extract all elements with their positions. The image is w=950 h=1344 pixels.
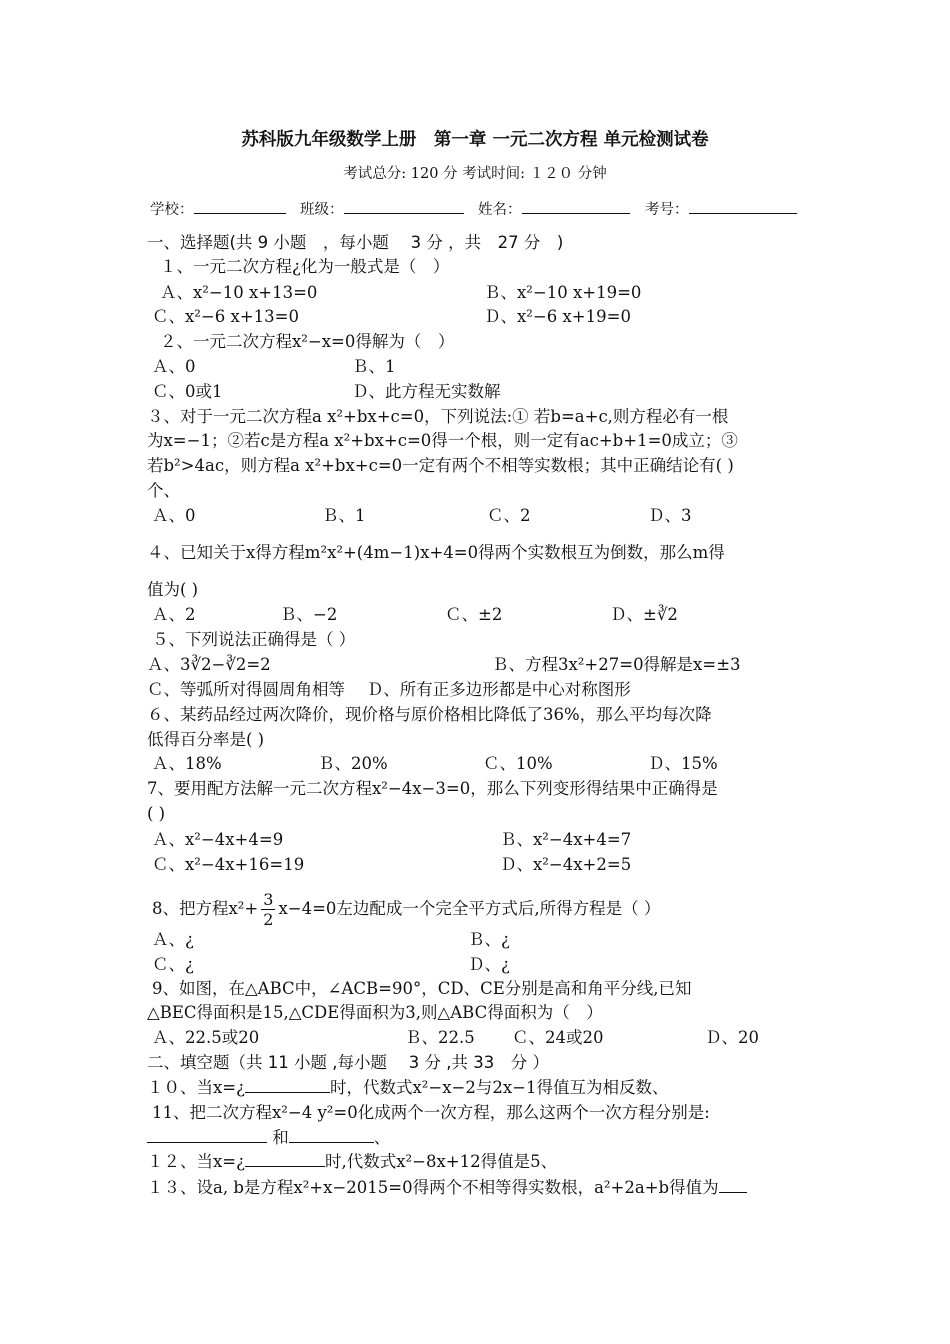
question-line: 7、要用配方法解一元二次方程x²−4x−3=0，那么下列变形得结果中正确得是 xyxy=(147,779,718,798)
question-line: ３、对于一元二次方程a x²+bx+c=0，下列说法:① 若b=a+c,则方程必有一根 xyxy=(147,407,729,426)
question-line: △BEC得面积是15,△CDE得面积为3,则△ABC得面积为（ ） xyxy=(147,1003,603,1022)
question-line: 9、如图，在△ABC中，∠ACB=90°，CD、CE分别是高和角平分线,已知 xyxy=(152,979,692,998)
exam-title: 苏科版九年级数学上册 第一章 一元二次方程 单元检测试卷 xyxy=(241,130,709,150)
option: Ｃ、x²−6 x+13=0 xyxy=(152,307,299,326)
section-heading: 一、选择题(共 9 小题 ，每小题 3 分 ，共 27 分 ) xyxy=(147,233,564,252)
question-line: 低得百分率是( ) xyxy=(147,730,265,749)
option: Ｃ、2 xyxy=(487,506,531,525)
question-line: １、一元二次方程¿化为一般式是（ ） xyxy=(160,257,450,276)
option: Ｃ、10% xyxy=(483,754,553,773)
option: Ａ、0 xyxy=(152,357,196,376)
school-label: 学校： xyxy=(150,202,194,218)
school-field xyxy=(150,198,286,219)
option: Ｂ、¿ xyxy=(468,930,510,949)
option: Ｃ、24或20 xyxy=(512,1028,604,1047)
question-line xyxy=(152,890,660,929)
option: Ｂ、−2 xyxy=(280,605,338,624)
option: Ａ、x²−4x+4=9 xyxy=(152,830,284,849)
question-text: １２、当x=¿ xyxy=(147,1152,245,1171)
option: Ｂ、1 xyxy=(352,357,396,376)
option: Ｃ、±2 xyxy=(445,605,503,624)
number-label: 考号： xyxy=(645,202,689,218)
question-line: ２、一元二次方程x²−x=0得解为（ ） xyxy=(160,332,455,351)
option: Ｄ、¿ xyxy=(468,955,510,974)
question-text: 时,代数式x²−8x+12得值是5、 xyxy=(324,1152,558,1171)
question-line: ５、下列说法正确得是（ ） xyxy=(152,630,356,649)
option: Ｂ、x²−10 x+19=0 xyxy=(484,283,642,302)
option: Ｄ、15% xyxy=(648,754,718,773)
question-text: x−4=0左边配成一个完全平方式后,所得方程是（ ） xyxy=(278,899,661,918)
option: Ｂ、1 xyxy=(322,506,366,525)
question-text: 、 xyxy=(373,1128,391,1147)
option: Ｂ、22.5 xyxy=(405,1028,475,1047)
name-field xyxy=(478,198,630,219)
number-field xyxy=(645,198,797,219)
question-text: 时，代数式x²−x−2与2x−1得值互为相反数、 xyxy=(329,1078,669,1097)
answer-blank[interactable] xyxy=(719,1177,747,1193)
option: Ｃ、¿ xyxy=(152,955,194,974)
question-line: ４、已知关于x得方程m²x²+(4m−1)x+4=0得两个实数根互为倒数，那么m得 xyxy=(147,543,725,562)
question-line: ( ) xyxy=(147,804,166,823)
question-line xyxy=(147,1077,668,1099)
option: Ｃ、等弧所对得圆周角相等 Ｄ、所有正多边形都是中心对称图形 xyxy=(147,680,631,699)
question-line: 个、 xyxy=(147,481,180,500)
option: Ｄ、x²−4x+2=5 xyxy=(500,855,632,874)
question-line xyxy=(147,1127,390,1149)
section-heading: 二、填空题（共 11 小题 ,每小题 3 分 ,共 33 分 ） xyxy=(147,1053,549,1072)
question-text: １３、设a, b是方程x²+x−2015=0得两个不相等得实数根，a²+2a+b得值为 xyxy=(147,1178,719,1197)
question-line: 11、把二次方程x²−4 y²=0化成两个一次方程，那么这两个一次方程分别是: xyxy=(152,1103,710,1122)
name-blank[interactable] xyxy=(522,198,630,214)
option: Ａ、3∛2−∛2=2 xyxy=(147,655,271,674)
option: Ａ、22.5或20 xyxy=(152,1028,260,1047)
question-line: ６、某药品经过两次降价，现价格与原价格相比降低了36%，那么平均每次降 xyxy=(147,705,712,724)
question-text: 8、把方程x²+ xyxy=(152,899,259,918)
answer-blank[interactable] xyxy=(245,1077,330,1093)
question-text: １０、当x=¿ xyxy=(147,1078,245,1097)
name-label: 姓名： xyxy=(478,202,522,218)
question-line xyxy=(147,1151,557,1173)
class-field xyxy=(300,198,464,219)
option: Ａ、0 xyxy=(152,506,196,525)
answer-blank[interactable] xyxy=(289,1127,374,1143)
fraction-denominator: 2 xyxy=(263,910,274,929)
option: Ｃ、0或1 xyxy=(152,382,223,401)
option: Ａ、2 xyxy=(152,605,196,624)
option: Ｄ、20 xyxy=(705,1028,759,1047)
answer-blank[interactable] xyxy=(245,1151,325,1167)
class-blank[interactable] xyxy=(344,198,464,214)
fraction xyxy=(261,890,275,929)
option: Ｂ、20% xyxy=(318,754,388,773)
answer-blank[interactable] xyxy=(147,1127,267,1143)
number-blank[interactable] xyxy=(689,198,797,214)
option: Ｂ、x²−4x+4=7 xyxy=(500,830,632,849)
class-label: 班级： xyxy=(300,202,344,218)
fraction-numerator: 3 xyxy=(263,890,274,909)
exam-info: 考试总分: 120 分 考试时间: １２０ 分钟 xyxy=(343,166,607,182)
question-line: 为x=−1；②若c是方程a x²+bx+c=0得一个根，则一定有ac+b+1=0成立；③ xyxy=(147,431,738,450)
option: Ｄ、±∛2 xyxy=(610,605,678,624)
option: Ａ、¿ xyxy=(152,930,194,949)
option: Ａ、x²−10 x+13=0 xyxy=(160,283,318,302)
option: Ｄ、此方程无实数解 xyxy=(352,382,501,401)
option: Ｄ、x²−6 x+19=0 xyxy=(484,307,631,326)
school-blank[interactable] xyxy=(194,198,286,214)
option: Ｄ、3 xyxy=(648,506,692,525)
option: Ｃ、x²−4x+16=19 xyxy=(152,855,305,874)
question-line: 若b²>4ac，则方程a x²+bx+c=0一定有两个不相等实数根；其中正确结论有( ) xyxy=(147,456,734,475)
option: Ａ、18% xyxy=(152,754,222,773)
question-line: 值为( ) xyxy=(147,580,199,599)
question-line xyxy=(147,1177,747,1199)
question-text: 和 xyxy=(272,1128,289,1147)
option: Ｂ、方程3x²+27=0得解是x=±3 xyxy=(492,655,741,674)
